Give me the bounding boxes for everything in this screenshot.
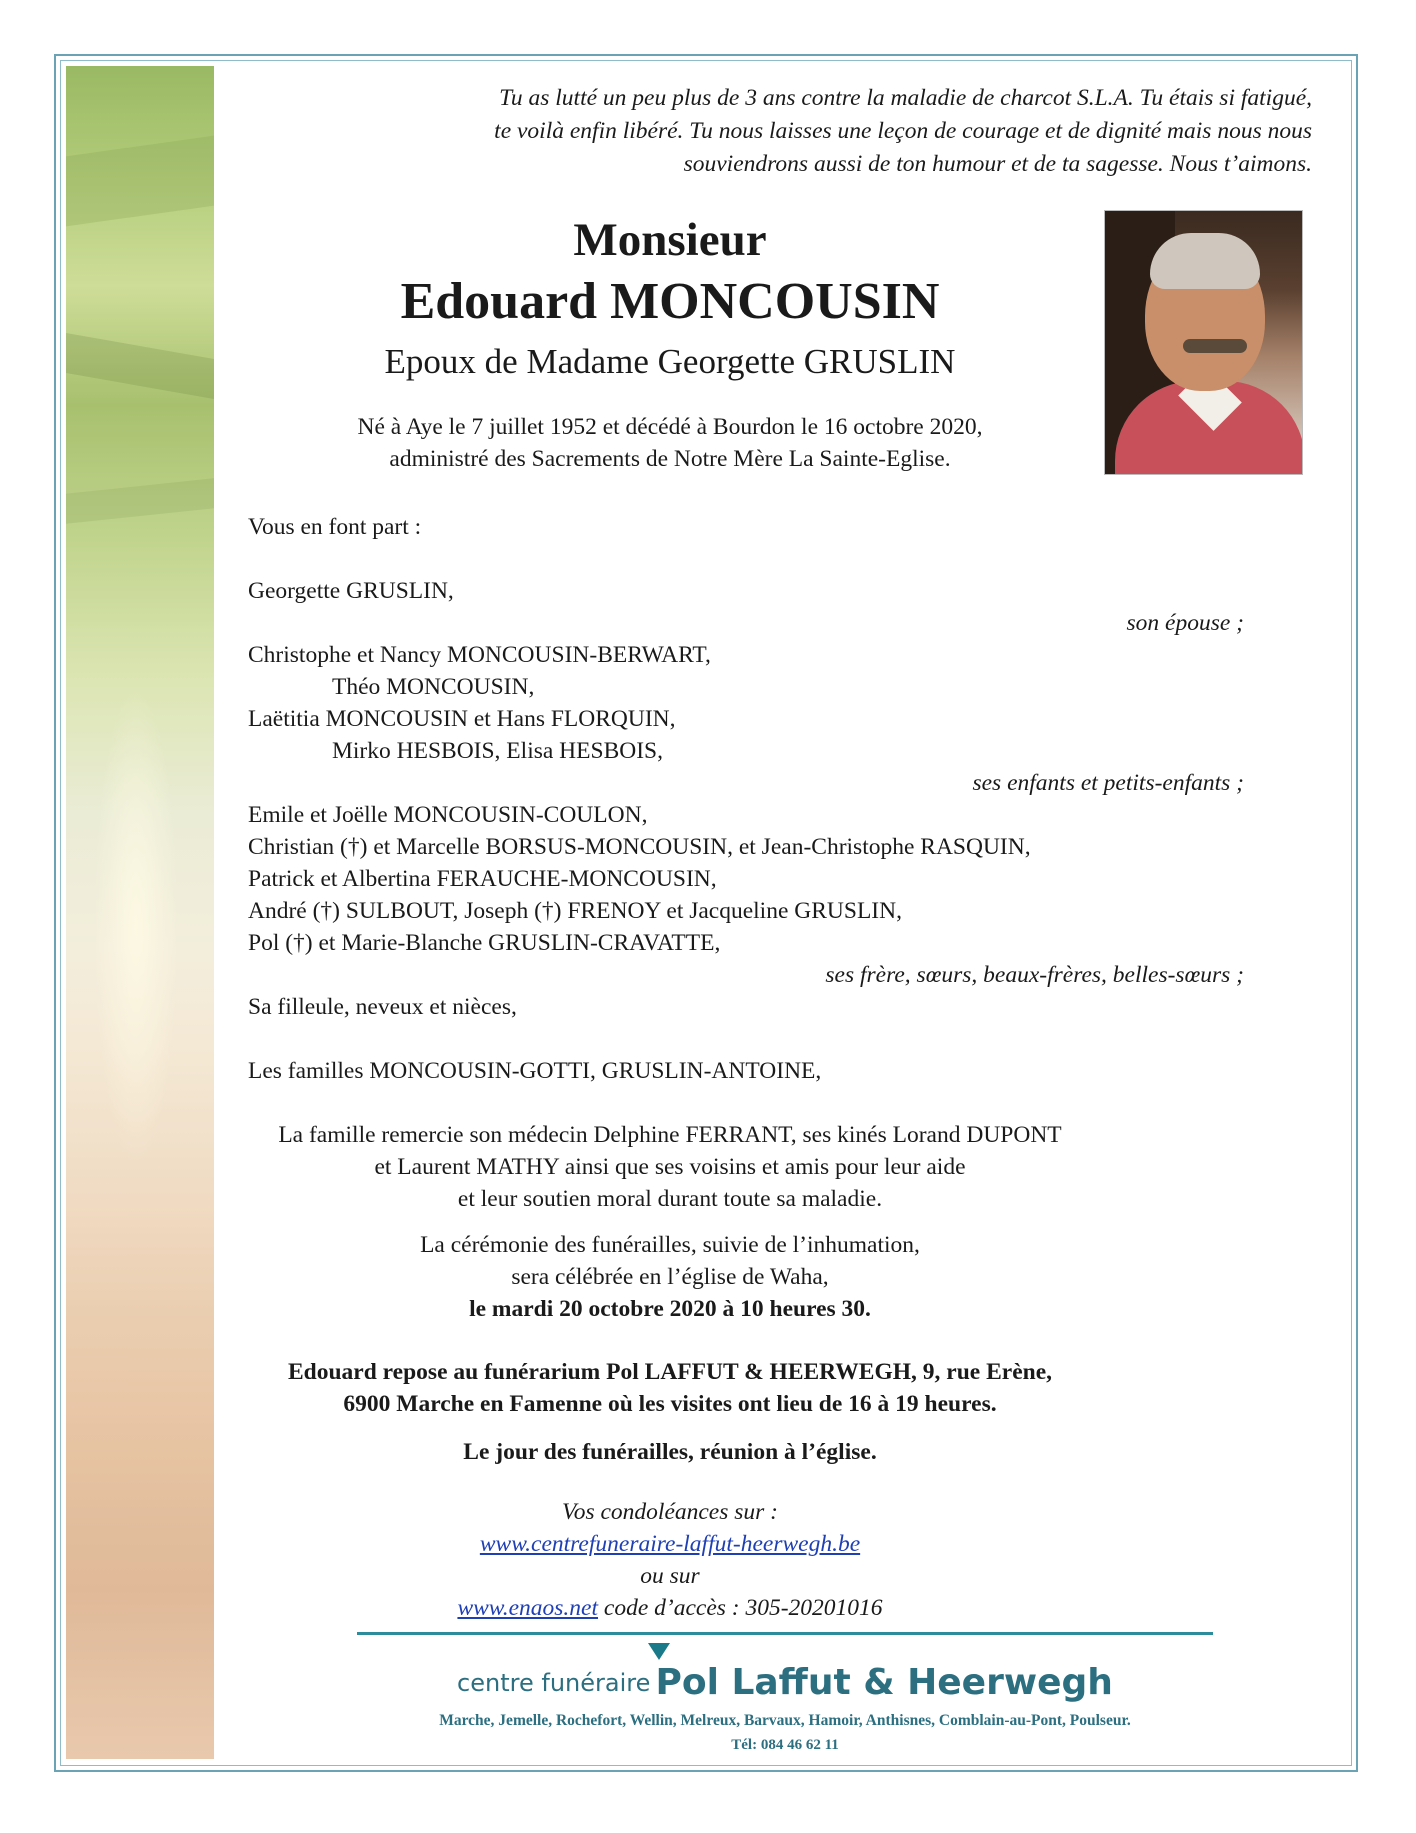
family-member: André (†) SULBOUT, Joseph (†) FRENOY et Jacqueline GRUSLIN, bbox=[248, 898, 902, 924]
funeral-home-paragraph bbox=[250, 1356, 1090, 1420]
condolences-label: Vos condoléances sur : bbox=[561, 1499, 779, 1525]
intro-line: te voilà enfin libéré. Tu nous laisses une leçon de courage et de dignité mais nous nous bbox=[494, 118, 1312, 144]
family-member: Mirko HESBOIS, Elisa HESBOIS, bbox=[332, 738, 663, 764]
family-member: Christian (†) et Marcelle BORSUS-MONCOUSIN, et Jean-Christophe RASQUIN, bbox=[248, 834, 1031, 860]
birth-death-info bbox=[250, 411, 1090, 475]
sacrament-line: administré des Sacrements de Notre Mère La Sainte-Eglise. bbox=[389, 446, 951, 472]
honorific: Monsieur bbox=[573, 214, 767, 266]
thanks-line: La famille remercie son médecin Delphine FERRANT, ses kinés Lorand DUPONT bbox=[278, 1122, 1062, 1148]
thanks-line: et Laurent MATHY ainsi que ses voisins et amis pour leur aide bbox=[374, 1154, 966, 1180]
condolences-or: ou sur bbox=[640, 1563, 700, 1589]
intro-line: Tu as lutté un peu plus de 3 ans contre la maladie de charcot S.L.A. Tu étais si fatigué, bbox=[499, 85, 1312, 111]
birth-line: Né à Aye le 7 juillet 1952 et décédé à Bourdon le 16 octobre 2020, bbox=[357, 414, 983, 440]
portrait-photo bbox=[1104, 210, 1303, 475]
family-member: Patrick et Albertina FERAUCHE-MONCOUSIN, bbox=[248, 866, 717, 892]
rest-line: Edouard repose au funérarium Pol LAFFUT & HEERWEGH, 9, rue Erène, bbox=[287, 1359, 1053, 1385]
ceremony-line: La cérémonie des funérailles, suivie de l’inhumation, bbox=[420, 1232, 920, 1258]
family-member: Sa filleule, neveux et nièces, bbox=[248, 994, 517, 1020]
relation-label: ses enfants et petits-enfants ; bbox=[972, 770, 1244, 796]
family-member: Emile et Joëlle MONCOUSIN-COULON, bbox=[248, 802, 648, 828]
portrait-mustache bbox=[1183, 339, 1247, 353]
portrait-hair bbox=[1150, 233, 1260, 289]
footer-rule bbox=[357, 1632, 1213, 1635]
photo-branch bbox=[66, 333, 214, 399]
relation-label: ses frère, sœurs, beaux-frères, belles-sœurs ; bbox=[825, 962, 1244, 988]
ceremony-date: le mardi 20 octobre 2020 à 10 heures 30. bbox=[469, 1296, 871, 1322]
telephone: Tél: 084 46 62 11 bbox=[731, 1737, 839, 1753]
thanks-line: et leur soutien moral durant toute sa maladie. bbox=[457, 1186, 883, 1212]
funeral-home-logo bbox=[356, 1662, 1214, 1703]
logo-triangle-icon bbox=[648, 1643, 670, 1660]
spouse-line: Epoux de Madame Georgette GRUSLIN bbox=[384, 342, 956, 381]
condolences-link-2[interactable]: www.enaos.net bbox=[457, 1595, 599, 1621]
deceased-name: Edouard MONCOUSIN bbox=[400, 273, 940, 330]
family-member: Les familles MONCOUSIN-GOTTI, GRUSLIN-ANTOINE, bbox=[248, 1058, 822, 1084]
announce-line: Vous en font part : bbox=[248, 514, 422, 540]
logo-name: Pol Laffut & Heerwegh bbox=[655, 1662, 1113, 1703]
meeting-line: Le jour des funérailles, réunion à l’église. bbox=[463, 1439, 877, 1465]
ceremony-paragraph bbox=[250, 1229, 1090, 1325]
intro-line: souviendrons aussi de ton humour et de ta sagesse. Nous t’aimons. bbox=[683, 151, 1312, 177]
thanks-paragraph bbox=[250, 1119, 1090, 1215]
family-member: Laëtitia MONCOUSIN et Hans FLORQUIN, bbox=[248, 706, 676, 732]
photo-foliage bbox=[66, 136, 214, 227]
condolences-link-1[interactable]: www.centrefuneraire-laffut-heerwegh.be bbox=[479, 1531, 861, 1557]
family-member: Christophe et Nancy MONCOUSIN-BERWART, bbox=[248, 642, 711, 668]
rest-line: 6900 Marche en Famenne où les visites ont lieu de 16 à 19 heures. bbox=[343, 1391, 997, 1417]
intro-quote bbox=[312, 82, 1312, 181]
ceremony-line: sera célébrée en l’église de Waha, bbox=[511, 1264, 829, 1290]
condolences-block bbox=[250, 1496, 1090, 1624]
logo-subtitle: centre funéraire bbox=[457, 1669, 651, 1697]
access-code: code d’accès : 305-20201016 bbox=[598, 1595, 883, 1621]
family-member: Pol (†) et Marie-Blanche GRUSLIN-CRAVATTE, bbox=[248, 930, 721, 956]
family-member: Théo MONCOUSIN, bbox=[332, 674, 535, 700]
photo-branch bbox=[66, 478, 214, 524]
forest-path-photo bbox=[66, 66, 214, 1759]
towns-list: Marche, Jemelle, Rochefort, Wellin, Melreux, Barvaux, Hamoir, Anthisnes, Comblain-au-Pont, Poulseur. bbox=[439, 1712, 1131, 1729]
family-member: Georgette GRUSLIN, bbox=[248, 578, 454, 604]
relation-label: son épouse ; bbox=[1126, 610, 1244, 636]
